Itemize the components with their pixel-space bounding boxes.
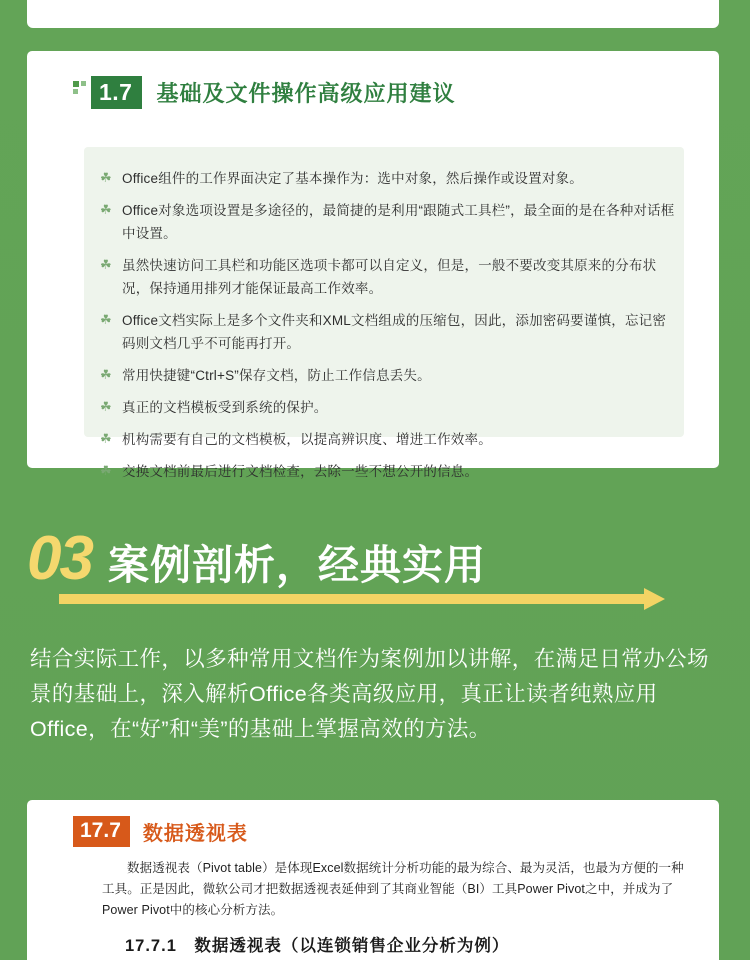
list-item: [100, 254, 675, 300]
list-item: [100, 364, 675, 387]
section-heading-17-7: [73, 815, 248, 847]
flower-bullet-icon: ☘: [100, 463, 112, 478]
list-item-text: Office对象选项设置是多途径的，最简捷的是利用“跟随式工具栏”，最全面的是在各种对话框中设置。: [122, 203, 675, 241]
list-item-text: 真正的文档模板受到系统的保护。: [122, 400, 328, 415]
tips-list: [100, 167, 675, 492]
chapter-heading-03: [27, 524, 727, 593]
list-item-text: 常用快捷键“Ctrl+S”保存文档，防止工作信息丢失。: [122, 368, 431, 383]
list-item: [100, 199, 675, 245]
section-heading-1-7: [73, 75, 456, 109]
list-item-text: 机构需要有自己的文档模板，以提高辨识度、增进工作效率。: [122, 432, 492, 447]
list-item-text: 交换文档前最后进行文档检查，去除一些不想公开的信息。: [122, 464, 479, 479]
list-item: [100, 167, 675, 190]
flower-bullet-icon: ☘: [100, 257, 112, 272]
list-item: [100, 396, 675, 419]
chapter-paragraph: 结合实际工作，以多种常用文档作为案例加以讲解，在满足日常办公场景的基础上，深入解析Office各类高级应用，真正让读者纯熟应用Office，在“好”和“美”的基础上掌握高效的方法。: [30, 647, 709, 741]
flower-bullet-icon: ☘: [100, 367, 112, 382]
section-card-1-7: [27, 51, 719, 479]
list-item: [100, 460, 675, 483]
flower-bullet-icon: ☘: [100, 312, 112, 327]
previous-page-panel: [27, 0, 719, 28]
section-title: 基础及文件操作高级应用建议: [156, 80, 456, 106]
section-number: 17.7: [73, 816, 130, 847]
section-card-17-7: [27, 800, 719, 960]
list-item: [100, 428, 675, 451]
flower-bullet-icon: ☘: [100, 170, 112, 185]
list-item-text: 虽然快速访问工具栏和功能区选项卡都可以自定义，但是，一般不要改变其原来的分布状况，保持通用排列才能保证最高工作效率。: [122, 258, 657, 296]
flower-bullet-icon: ☘: [100, 431, 112, 446]
list-item-text: Office组件的工作界面决定了基本操作为：选中对象，然后操作或设置对象。: [122, 171, 583, 186]
arrow-underline-icon: [59, 594, 645, 604]
squares-decoration-icon: [73, 81, 89, 103]
section-number: 1.7: [91, 76, 142, 109]
flower-bullet-icon: ☘: [100, 399, 112, 414]
flower-bullet-icon: ☘: [100, 202, 112, 217]
section-paragraph: 数据透视表（Pivot table）是体现Excel数据统计分析功能的最为综合、最为灵活，也最为方便的一种工具。正是因此，微软公司才把数据透视表延伸到了其商业智能（BI）工具Power Pivot之中，并成为了Power Pivot中的核心分析方法。: [102, 861, 684, 917]
list-item-text: Office文档实际上是多个文件夹和XML文档组成的压缩包，因此，添加密码要谨慎，忘记密码则文档几乎不可能再打开。: [122, 313, 667, 351]
list-item: [100, 309, 675, 355]
chapter-number: 03: [27, 524, 92, 593]
chapter-title: 案例剖析，经典实用: [107, 542, 486, 588]
tips-box: [84, 147, 684, 479]
section-title: 数据透视表: [142, 822, 248, 845]
subsection-heading: 17.7.1 数据透视表（以连锁销售企业分析为例）: [125, 937, 510, 955]
